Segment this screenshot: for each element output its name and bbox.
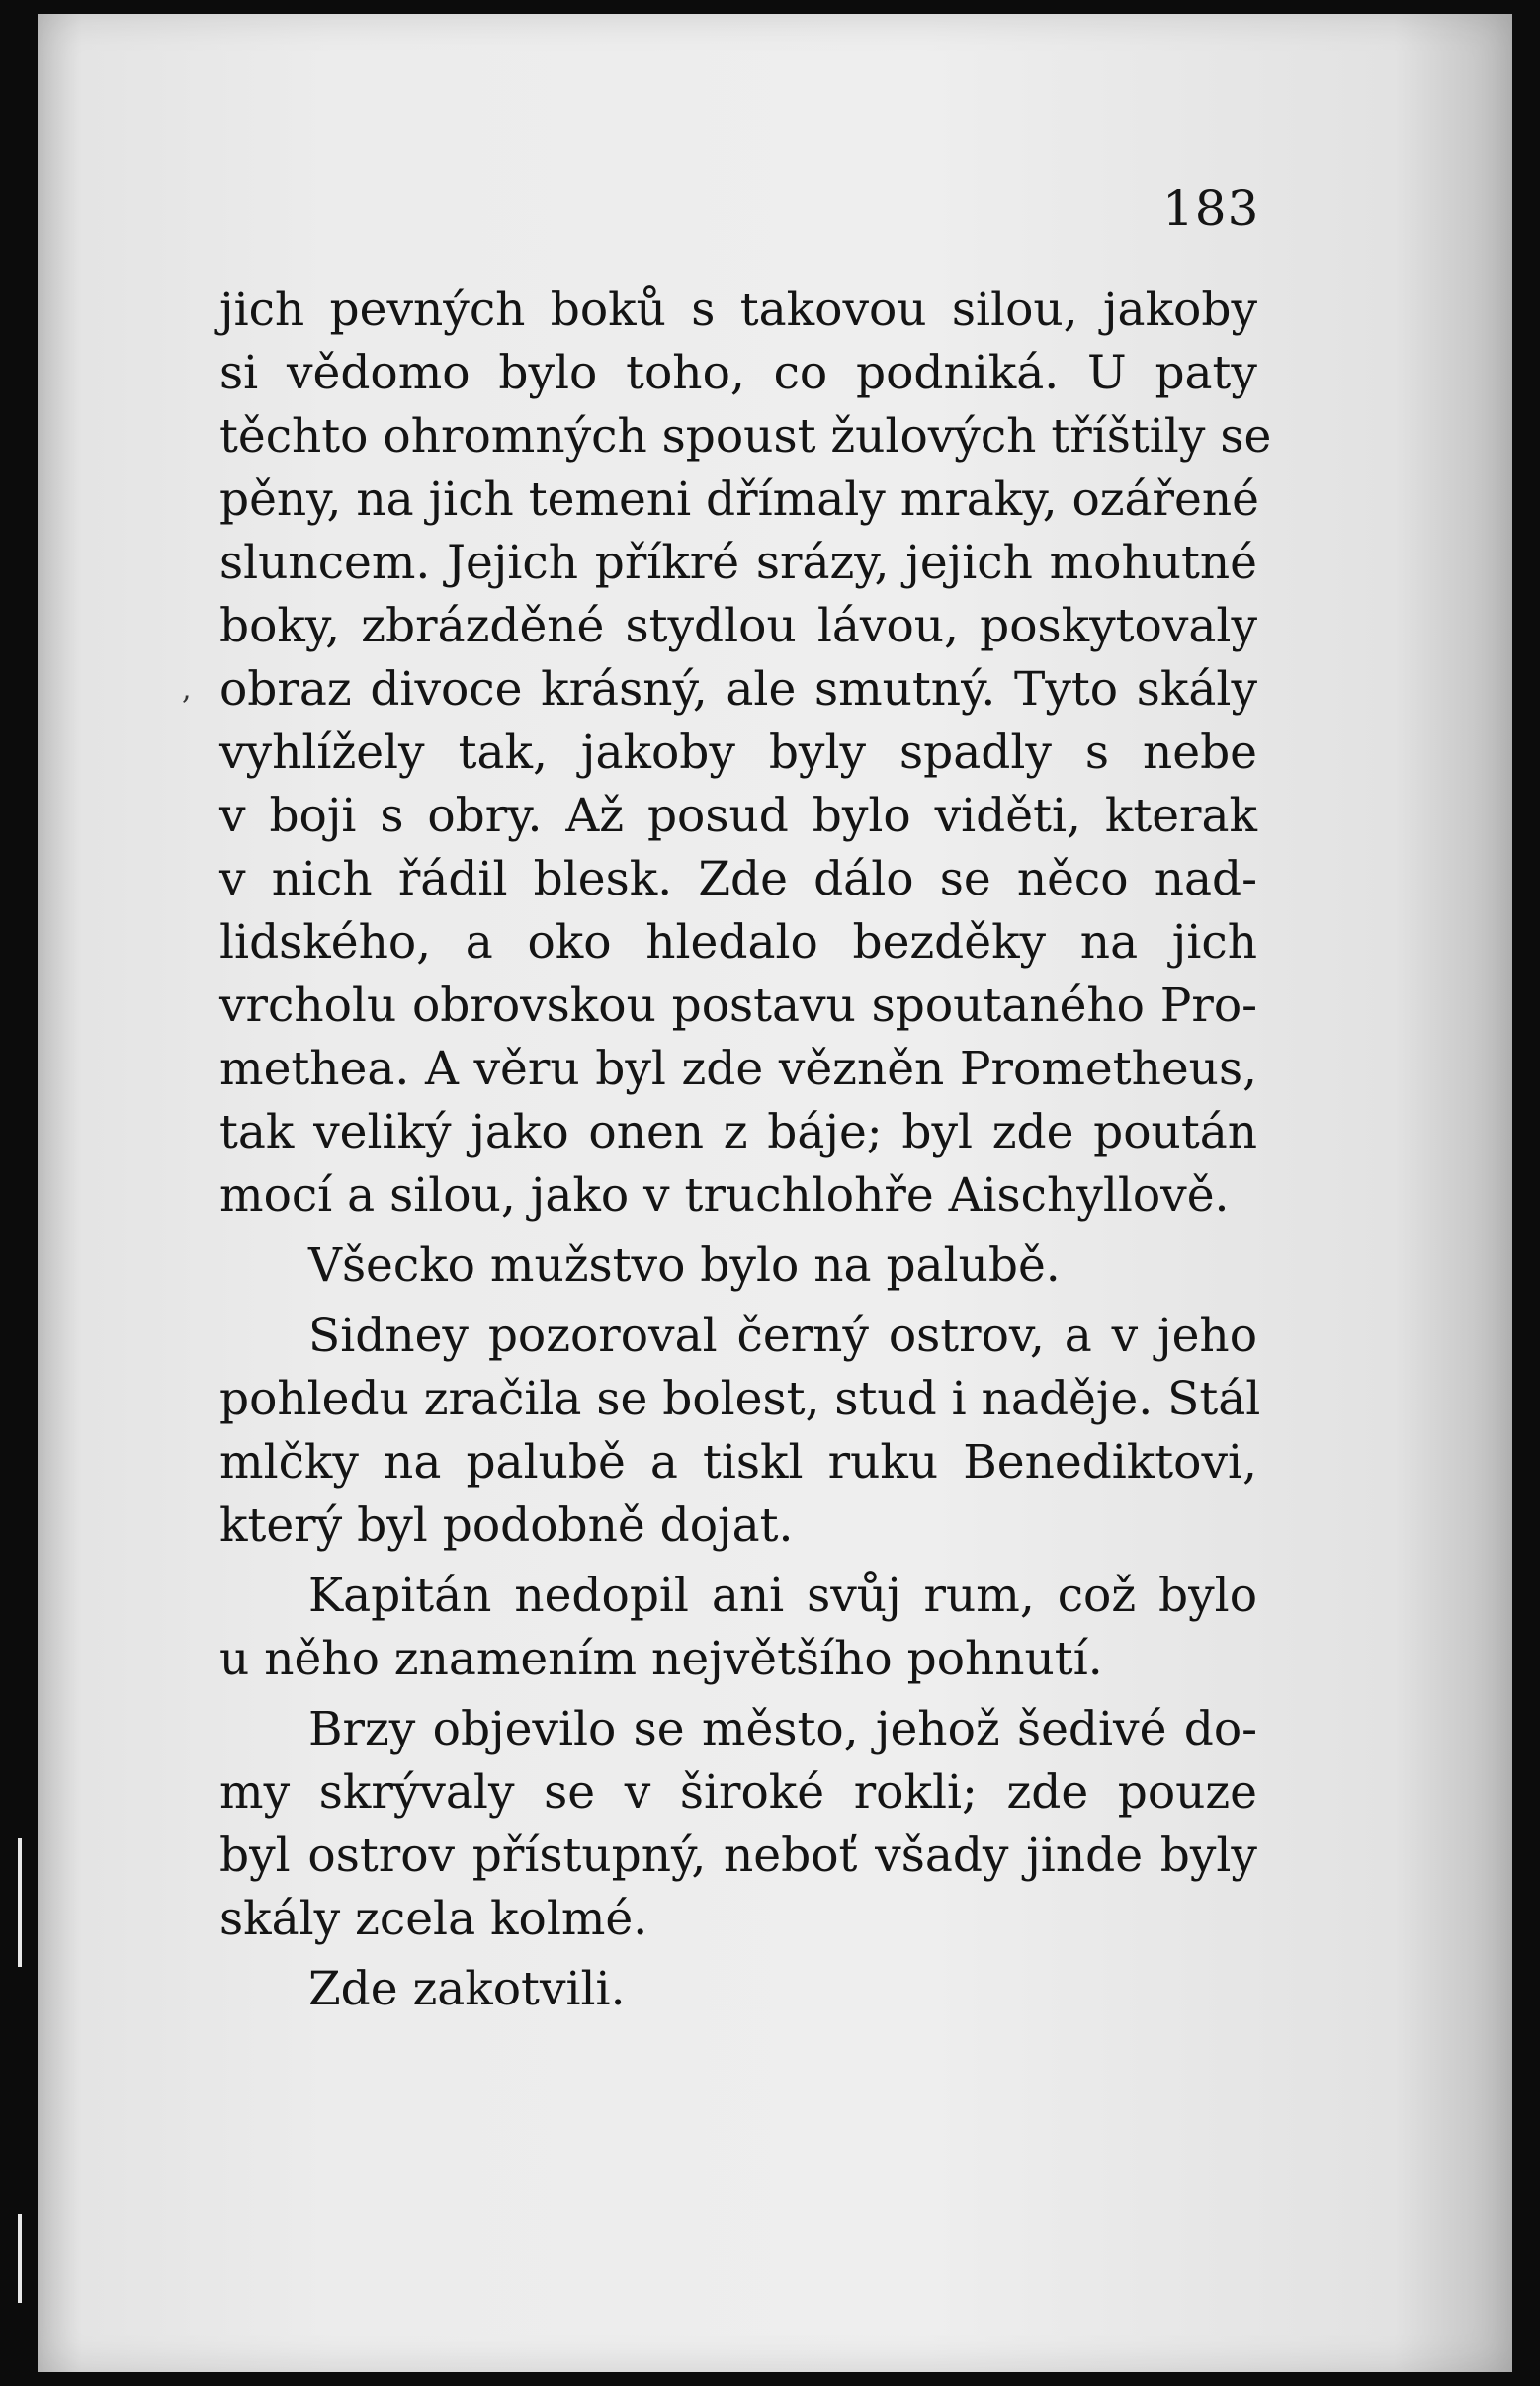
text-line: byl ostrov přístupný, neboť všady jinde byly [219,1829,1257,1883]
text-line: vrcholu obrovskou postavu spoutaného Pro- [219,979,1257,1033]
text-line: jich pevných boků s takovou silou, jakoby [219,283,1257,337]
binding-edge-mark [18,2214,22,2303]
paragraph-line: Sidney pozoroval černý ostrov, a v jeho [308,1309,1257,1363]
text-line: obraz divoce krásný, ale smutný. Tyto skály [219,662,1257,717]
text-line: pěny, na jich temeni dřímaly mraky, ozářené [219,472,1259,527]
body-text [219,279,1272,2021]
text-line: u něho znamením největšího pohnutí. [219,1632,1103,1686]
text-line: v boji s obry. Až posud bylo viděti, kterak [219,789,1257,843]
stray-ink-mark: , [182,672,192,707]
text-line: si vědomo bylo toho, co podniká. U paty [219,346,1257,400]
text-line: mlčky na palubě a tiskl ruku Benediktovi, [219,1435,1257,1490]
paragraph-line: Všecko mužstvo bylo na palubě. [308,1238,1061,1293]
text-line: sluncem. Jejich příkré srázy, jejich mohutné [219,536,1257,590]
text-line: v nich řádil blesk. Zde dálo se něco nad- [219,852,1257,906]
paragraph-line: Brzy objevilo se město, jehož šedivé do- [308,1702,1257,1756]
text-line: pohledu zračila se bolest, stud i naděje. Stál [219,1372,1261,1426]
text-line: skály zcela kolmé. [219,1892,648,1946]
binding-edge-mark [18,1838,22,1967]
text-line: my skrývaly se v široké rokli; zde pouze [219,1765,1257,1820]
text-line: methea. A věru byl zde vězněn Prometheus, [219,1042,1257,1096]
paragraph-line: Kapitán nedopil ani svůj rum, což bylo [308,1569,1257,1623]
page-number: 183 [1162,180,1260,237]
text-line: lidského, a oko hledalo bezděky na jich [219,915,1257,970]
text-line: který byl podobně dojat. [219,1498,794,1553]
text-line: vyhlížely tak, jakoby byly spadly s nebe [219,725,1257,780]
paragraph-line: Zde zakotvili. [308,1962,626,2016]
text-line: mocí a silou, jako v truchlohře Aischyllově. [219,1168,1230,1223]
text-line: tak veliký jako onen z báje; byl zde poután [219,1105,1257,1159]
text-line: těchto ohromných spoust žulových tříštily se [219,409,1272,464]
text-line: boky, zbrázděné stydlou lávou, poskytovaly [219,599,1257,653]
